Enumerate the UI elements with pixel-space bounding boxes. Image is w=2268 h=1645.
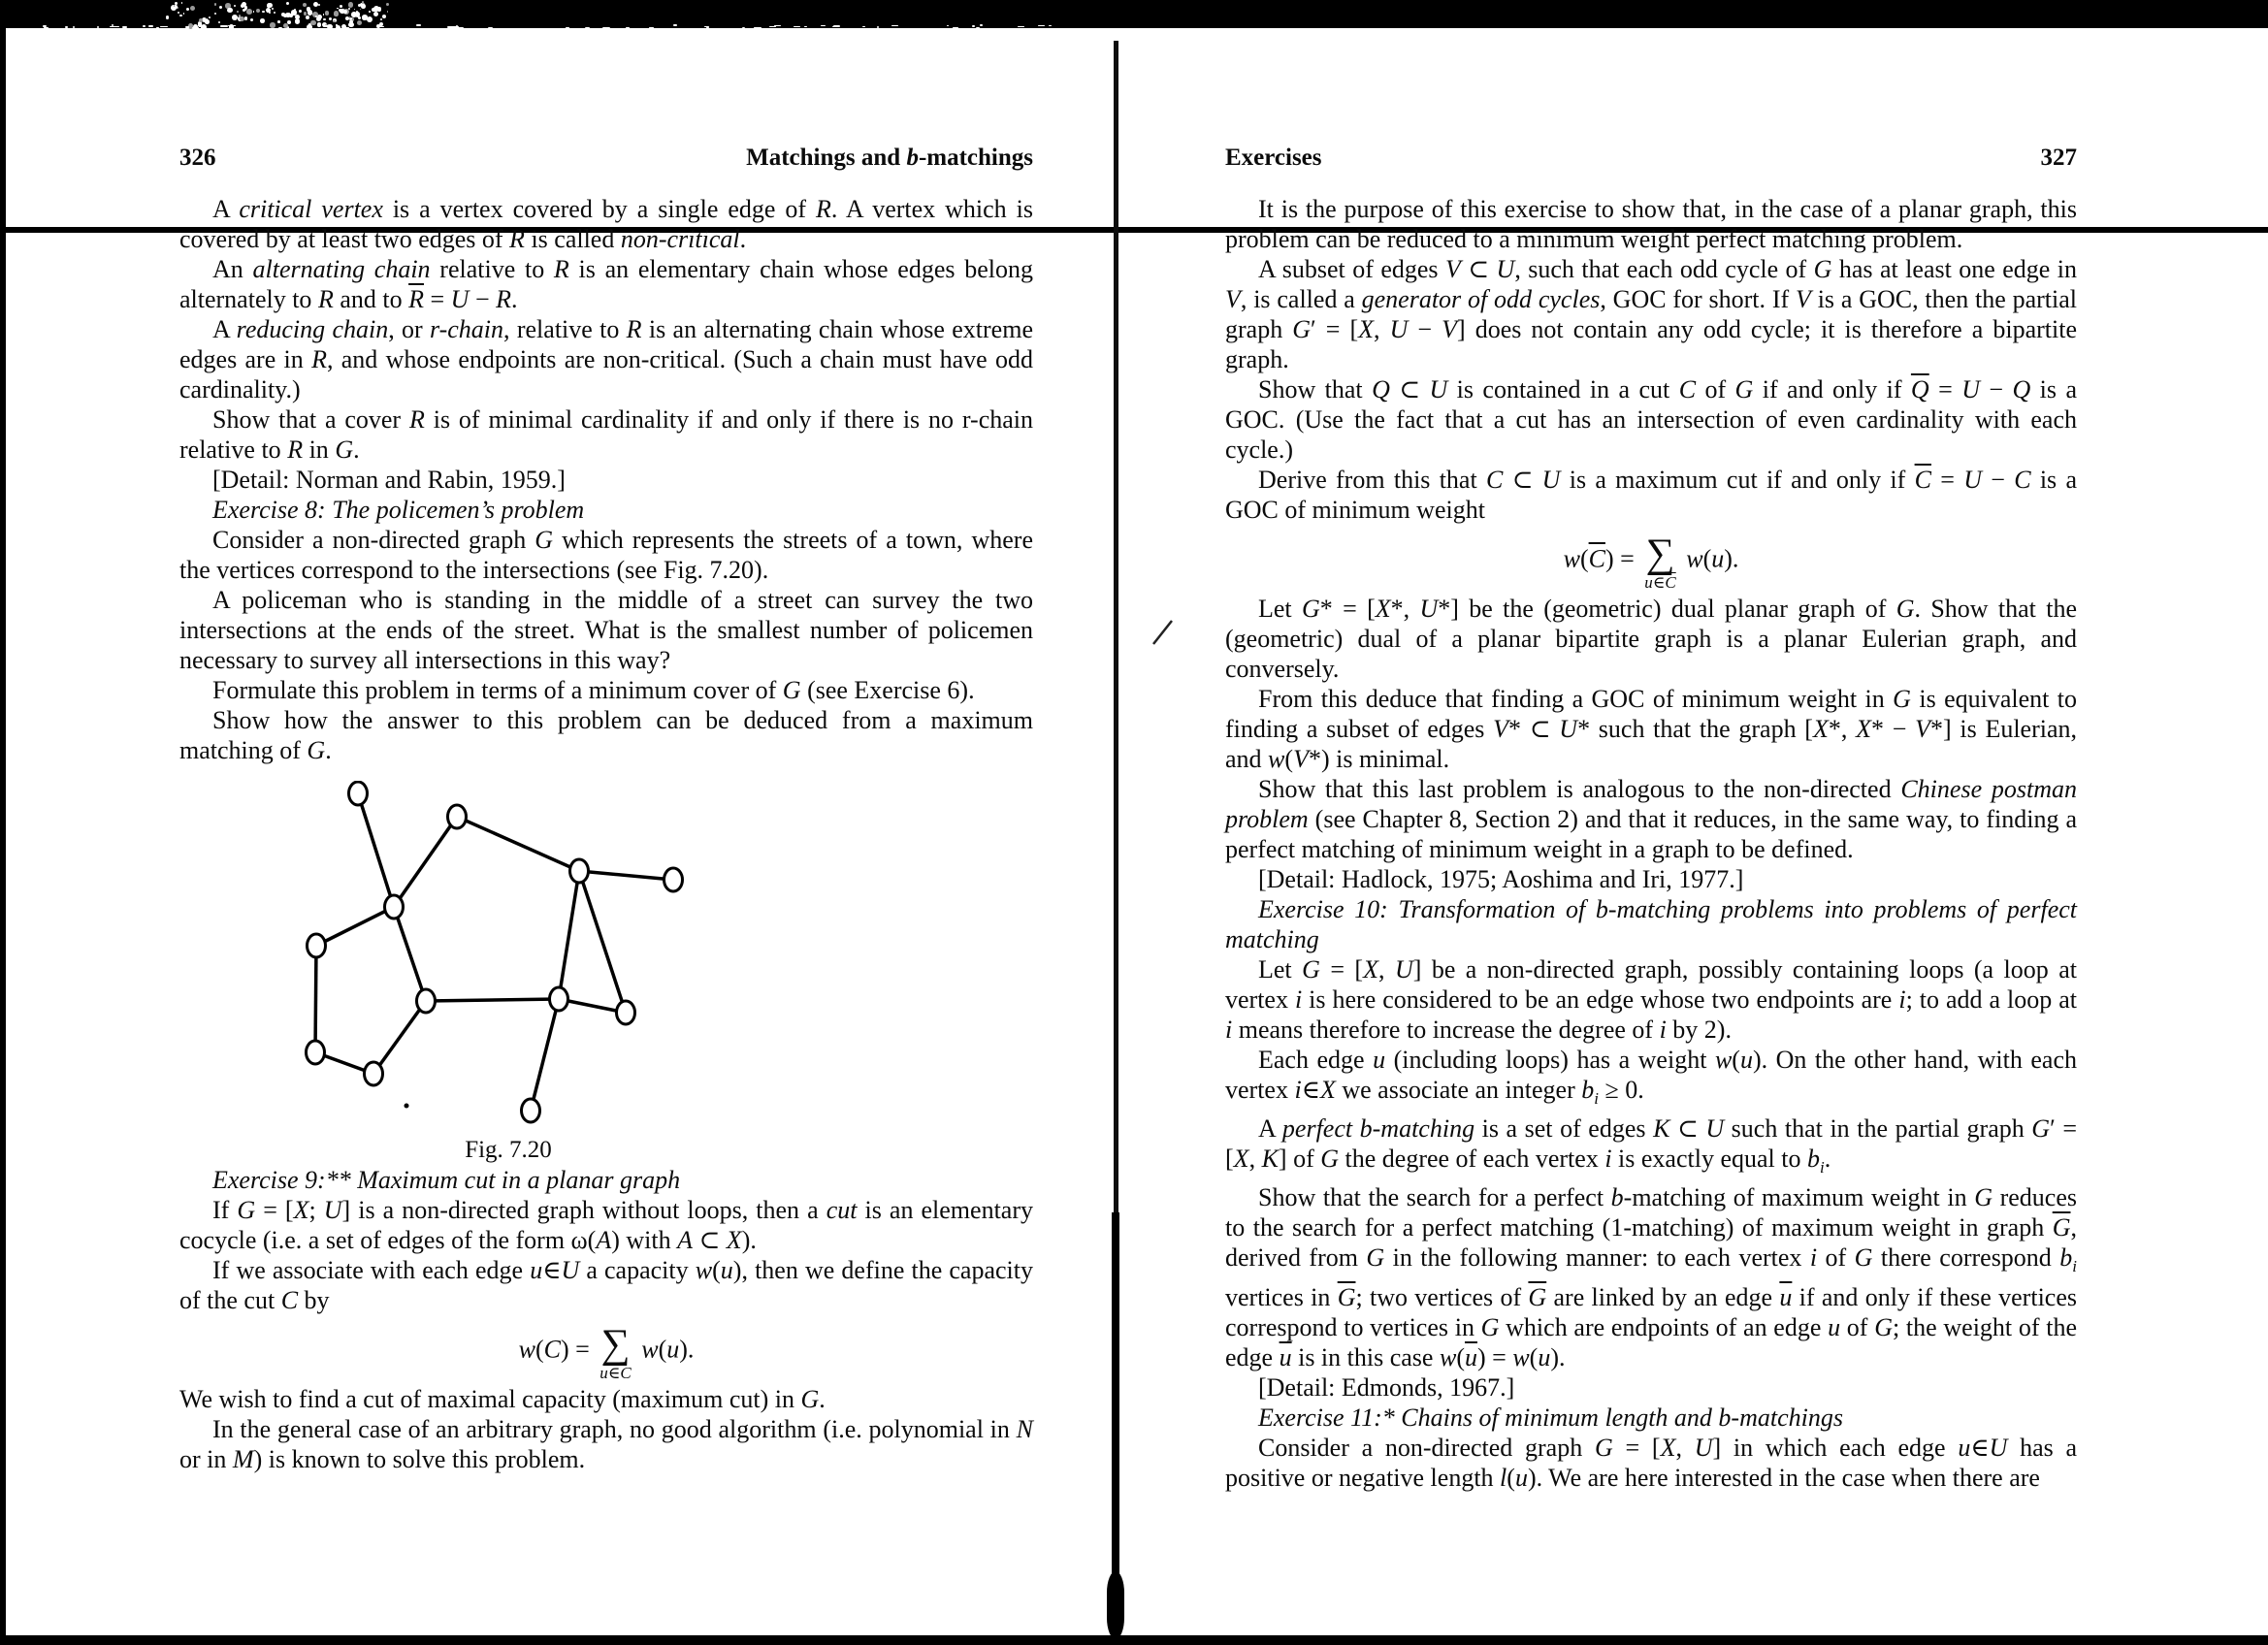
- graph-vertex: [308, 934, 326, 957]
- scan-noise-speck: [980, 24, 983, 26]
- scan-noise-speck: [1049, 25, 1052, 27]
- figure-7-20-graph: [280, 781, 736, 1128]
- paragraph: In the general case of an arbitrary graph, no good algorithm (i.e. polynomial in N or in M) is known to solve this problem.: [179, 1415, 1033, 1473]
- scan-noise-speck: [156, 27, 159, 29]
- scan-noise-speck: [274, 12, 275, 14]
- scan-noise-speck: [283, 14, 287, 17]
- scan-noise-speck: [380, 18, 383, 21]
- scan-noise-speck: [286, 2, 289, 5]
- scan-noise-speck: [804, 26, 807, 28]
- scan-noise-speck: [166, 16, 170, 19]
- scan-noise-speck: [367, 16, 373, 22]
- scan-noise-speck: [348, 8, 350, 10]
- scan-noise-speck: [190, 6, 195, 11]
- scan-noise-speck: [269, 12, 271, 14]
- scan-noise-speck: [237, 11, 239, 13]
- gutter-ink-blob: [1107, 1571, 1124, 1639]
- left-page-body: [179, 194, 1033, 1474]
- scan-noise-speck: [833, 25, 840, 27]
- graph-edge: [373, 1001, 426, 1074]
- scan-noise-speck: [348, 2, 353, 7]
- scan-noise-speck: [362, 15, 368, 20]
- paragraph: A reducing chain, or r-chain, relative to R is an alternating chain whose extreme edges are in R, and whose endpoints are non-critical. (Such a chain must have odd cardinality.): [179, 315, 1034, 403]
- scan-top-border: [0, 0, 2268, 28]
- scan-noise-speck: [97, 26, 99, 28]
- graph-edge: [457, 817, 579, 871]
- scan-noise-speck: [179, 15, 182, 17]
- page-number: 327: [2040, 145, 2077, 171]
- scan-noise-speck: [340, 5, 342, 8]
- scan-noise-speck: [336, 24, 338, 26]
- page-number: 326: [179, 145, 216, 171]
- scan-noise-speck: [299, 10, 302, 13]
- right-page-body: [1225, 194, 2077, 1493]
- scan-noise-speck: [234, 5, 236, 7]
- scan-noise-speck: [325, 11, 330, 16]
- scan-noise-speck: [325, 26, 327, 28]
- graph-vertex: [664, 868, 683, 891]
- scan-noise-speck: [260, 18, 265, 23]
- left-page: [179, 145, 1033, 1474]
- running-head: Exercises: [1225, 145, 1322, 171]
- scan-noise-speck: [306, 16, 309, 19]
- sigma-symbol: ∑: [1645, 532, 1675, 576]
- scan-noise-speck: [65, 26, 69, 28]
- detail-reference: [Detail: Norman and Rabin, 1959.]: [212, 466, 566, 494]
- figure-caption: Fig. 7.20: [465, 1137, 552, 1163]
- graph-vertex: [385, 895, 404, 919]
- scan-noise-speck: [357, 20, 362, 25]
- graph-edge: [559, 871, 579, 999]
- scan-noise-speck: [972, 25, 976, 27]
- scan-noise-speck: [73, 26, 75, 28]
- scan-noise-speck: [278, 27, 282, 29]
- paragraph: If G = [X; U] is a non-directed graph without loops, then a cut is an elementary cocycle (i.e. a set of edges of the form ω(A) with A ⊂ X).: [179, 1196, 1033, 1254]
- scan-noise-speck: [377, 7, 381, 11]
- paragraph: An alternating chain relative to R is an elementary chain whose edges belong alternately to R and to $\overline{R} = U - R$.: [179, 255, 1033, 313]
- graph-vertex: [550, 987, 568, 1011]
- summation: ∑ $u\in\overline{C}$: [1644, 532, 1676, 592]
- paragraph: A policeman who is standing in the middle of a street can survey the two intersections at the ends of the street. What is the smallest number of policemen necessary to survey all intersections in this way?: [179, 586, 1033, 674]
- scan-noise-speck: [160, 26, 168, 28]
- graph-edge: [531, 999, 559, 1111]
- sigma-symbol: ∑: [600, 1322, 631, 1367]
- summation: ∑ u∈C: [599, 1322, 632, 1382]
- scan-noise-speck: [250, 18, 253, 21]
- scan-noise-speck: [354, 9, 355, 10]
- scan-noise-speck: [673, 24, 678, 26]
- paragraph: Formulate this problem in terms of a minimum cover of G (see Exercise 6).: [212, 676, 975, 704]
- figure-7-20: [280, 781, 736, 1165]
- scan-noise-speck: [452, 26, 458, 28]
- scan-noise-speck: [181, 2, 183, 4]
- exercise-heading: Exercise 10: Transformation of b-matching problems into problems of perfect matching: [1225, 895, 2077, 953]
- scan-noise-speck: [360, 9, 362, 11]
- scan-noise-speck: [315, 16, 317, 17]
- scan-noise-speck: [316, 16, 321, 21]
- scan-noise-speck: [386, 3, 389, 6]
- paragraph: Let G = [X, U] be a non-directed graph, possibly containing loops (a loop at vertex i is here considered to be an edge whose two endpoints are i; to add a loop at i means therefore to increase the degree of i by 2).: [1225, 955, 2078, 1044]
- scan-noise-speck: [649, 27, 654, 29]
- scan-noise-speck: [877, 26, 879, 28]
- scan-noise-speck: [143, 25, 146, 27]
- scan-noise-speck: [794, 26, 800, 28]
- scan-noise-speck: [363, 5, 364, 6]
- scan-noise-speck: [369, 11, 371, 13]
- scan-noise-speck: [277, 20, 280, 23]
- scan-noise-speck: [821, 25, 826, 27]
- scan-noise-speck: [310, 20, 316, 26]
- graph-vertex: [522, 1099, 540, 1122]
- scan-bottom-border: [0, 1635, 2268, 1645]
- scan-noise-speck: [148, 25, 153, 27]
- scan-noise-speck: [706, 27, 709, 29]
- scan-noise-speck: [566, 27, 569, 29]
- paragraph: A critical vertex is a vertex covered by a single edge of R. A vertex which is covered by at least two edges of R is called non-critical.: [179, 195, 1033, 253]
- scan-noise-speck: [304, 12, 308, 16]
- scan-noise-speck: [122, 26, 127, 28]
- scan-noise-speck: [1038, 25, 1044, 27]
- graph-edge: [579, 871, 626, 1013]
- scan-noise-speck: [183, 13, 185, 15]
- exercise-heading: Exercise 11:* Chains of minimum length and b-matchings: [1258, 1403, 1843, 1432]
- paragraph: A subset of edges V ⊂ U, such that each odd cycle of G has at least one edge in V, is called a generator of odd cycles, GOC for short. If V is a GOC, then the partial graph G′ = [X, U − V] does not contain any odd cycle; it is therefore a bipartite graph.: [1225, 255, 2078, 373]
- paragraph: A perfect b-matching is a set of edges K ⊂ U such that in the partial graph G′ = [X, K] of G the degree of each vertex i is exactly equal to $b_i$.: [1225, 1114, 2077, 1177]
- graph-edge: [579, 871, 673, 880]
- graph-vertex: [307, 1041, 325, 1064]
- scan-noise-speck: [329, 17, 332, 20]
- graph-vertex: [417, 989, 436, 1013]
- right-page-header: [1225, 145, 2077, 171]
- paragraph: From this deduce that finding a GOC of minimum weight in G is equivalent to finding a subset of edges V* ⊂ U* such that the graph [X*, X* − V*] is Eulerian, and w(V*) is minimal.: [1225, 685, 2078, 773]
- scan-noise-speck: [44, 27, 49, 29]
- graph-vertex: [448, 805, 467, 828]
- scan-noise-speck: [1018, 26, 1024, 28]
- scan-noise-speck: [289, 14, 293, 17]
- scan-noise-speck: [186, 8, 189, 11]
- scan-noise-speck: [214, 3, 217, 6]
- scan-noise-speck: [334, 11, 340, 16]
- scan-noise-speck: [253, 11, 254, 12]
- scan-noise-speck: [198, 21, 202, 25]
- paragraph: Show that the search for a perfect b-matching of maximum weight in G reduces to the search for a perfect matching (1-matching) of maximum weight in graph $\overline{G}$, derived from G in the following manner: to each vertex i of G there correspond $b_i$ vertices in $\overline{G}$; two vertices of $\overline{G}$ are linked by an edge $\overline{u}$ if and only if these vertices correspond to vertices in G which are endpoints of an edge u of G; the weight of the edge $\overline{u}$ is in this case $w(\overline{u}) = w(u)$.: [1225, 1183, 2077, 1371]
- graph-vertex: [570, 859, 589, 883]
- scan-noise-speck: [262, 11, 265, 14]
- stray-ink-dot: [405, 1104, 409, 1109]
- scan-noise-speck: [358, 16, 361, 19]
- scan-noise-speck: [416, 24, 421, 26]
- scan-noise-speck: [244, 16, 247, 19]
- paragraph: Let G* = [X*, U*] be the (geometric) dual planar graph of G. Show that the (geometric) dual of a planar bipartite graph is a planar Eulerian graph, and conversely.: [1225, 595, 2077, 683]
- scan-noise-speck: [585, 27, 590, 29]
- scan-noise-speck: [112, 26, 119, 28]
- scan-noise-speck: [754, 27, 761, 29]
- detail-reference: [Detail: Hadlock, 1975; Aoshima and Iri, 1977.]: [1258, 865, 1744, 893]
- scan-noise-speck: [219, 6, 222, 9]
- scan-noise-speck: [303, 3, 307, 7]
- scan-noise-speck: [244, 9, 246, 11]
- scan-noise-speck: [43, 25, 47, 27]
- scan-noise-speck: [256, 9, 260, 13]
- formula-cut-capacity: w(C) = ∑ u∈C w(u).: [518, 1322, 695, 1382]
- graph-vertex: [365, 1062, 383, 1085]
- paragraph: Show how the answer to this problem can be deduced from a maximum matching of G.: [179, 706, 1033, 764]
- scan-noise-speck: [891, 25, 898, 27]
- scan-left-border: [0, 0, 6, 1645]
- scan-noise-speck: [229, 25, 232, 27]
- paragraph: If we associate with each edge u∈U a capacity w(u), then we define the capacity of the cut C by: [179, 1256, 1033, 1314]
- scan-noise-speck: [270, 22, 275, 27]
- graph-edge: [394, 817, 457, 907]
- graph-edge: [394, 907, 426, 1001]
- paragraph: We wish to find a cut of maximal capacity (maximum cut) in G.: [179, 1385, 826, 1413]
- paragraph: Show that Q ⊂ U is contained in a cut C of G if and only if $\overline{Q} = U - Q$ is a GOC. (Use the fact that a cut has an intersection of even cardinality with each cycle.): [1225, 375, 2077, 464]
- scan-noise-speck: [953, 27, 958, 29]
- scan-noise-speck: [214, 13, 216, 15]
- paragraph: Consider a non-directed graph G = [X, U] in which each edge u∈U has a positive or negative length l(u). We are here interested in the case when there are: [1225, 1433, 2078, 1492]
- scan-noise-speck: [232, 15, 238, 20]
- right-page: [1225, 145, 2077, 1493]
- exercise-heading: Exercise 8: The policemen’s problem: [212, 496, 585, 524]
- paragraph: Show that this last problem is analogous to the non-directed Chinese postman problem (see Chapter 8, Section 2) and that it reduces, in the same way, to finding a perfect matching of minimum weight in a graph to be defined.: [1225, 775, 2077, 863]
- scan-noise-speck: [240, 16, 244, 21]
- scan-noise-speck: [323, 18, 326, 21]
- graph-edge: [426, 999, 559, 1001]
- left-page-header: [179, 145, 1033, 171]
- scan-noise-speck: [774, 25, 781, 27]
- graph-edge: [358, 793, 394, 907]
- scan-noise-speck: [355, 12, 361, 17]
- scan-noise-speck: [317, 22, 322, 27]
- graph-vertex: [349, 782, 368, 805]
- graph-vertex: [617, 1001, 635, 1024]
- margin-pencil-mark: [1150, 617, 1178, 648]
- scan-noise-speck: [295, 18, 301, 24]
- scan-noise-speck: [333, 20, 336, 23]
- scan-noise-speck: [947, 25, 949, 27]
- detail-reference: [Detail: Edmonds, 1967.]: [1258, 1372, 1515, 1402]
- scan-noise-speck: [209, 16, 211, 18]
- formula-goc-weight: $w(\overline{C})$ = ∑ $u\in\overline{C}$ w(u).: [1563, 532, 1739, 592]
- scan-noise-speck: [272, 8, 274, 10]
- scan-noise-speck: [318, 4, 320, 6]
- scan-noise-speck: [488, 27, 493, 29]
- exercise-heading: Exercise 9:** Maximum cut in a planar graph: [212, 1166, 681, 1194]
- scan-noise-speck: [227, 8, 232, 13]
- scan-noise-speck: [178, 12, 179, 14]
- scan-noise-speck: [246, 9, 252, 15]
- paragraph: It is the purpose of this exercise to show that, in the case of a planar graph, this problem can be reduced to a minimum weight perfect matching problem.: [1225, 195, 2077, 253]
- scan-noise-speck: [382, 15, 387, 19]
- scan-noise-speck: [220, 25, 228, 27]
- scan-noise-speck: [373, 12, 378, 16]
- paragraph: Derive from this that C ⊂ U is a maximum cut if and only if $\overline{C} = U - C$ is a GOC of minimum weight: [1225, 466, 2077, 524]
- scan-noise-speck: [862, 26, 866, 28]
- running-head: Matchings and b-matchings: [746, 145, 1033, 171]
- graph-edge: [315, 946, 316, 1052]
- scan-noise-speck: [218, 21, 220, 23]
- scan-noise-speck: [626, 27, 630, 29]
- scan-noise-speck: [283, 23, 288, 28]
- scan-noise-speck: [976, 27, 980, 29]
- scan-noise-speck: [602, 27, 610, 29]
- paragraph: Show that a cover R is of minimal cardinality if and only if there is no r-chain relative to R in G.: [179, 405, 1033, 464]
- scan-noise-speck: [742, 27, 745, 29]
- scan-noise-speck: [387, 11, 388, 12]
- paragraph: Consider a non-directed graph G which represents the streets of a town, where the vertices correspond to the intersections (see Fig. 7.20).: [179, 526, 1033, 584]
- paragraph: Each edge u (including loops) has a weight w(u). On the other hand, with each vertex i∈X we associate an integer $b_i \ge 0$.: [1225, 1046, 2077, 1109]
- scan-noise-speck: [185, 26, 190, 28]
- graph-edge: [316, 907, 394, 946]
